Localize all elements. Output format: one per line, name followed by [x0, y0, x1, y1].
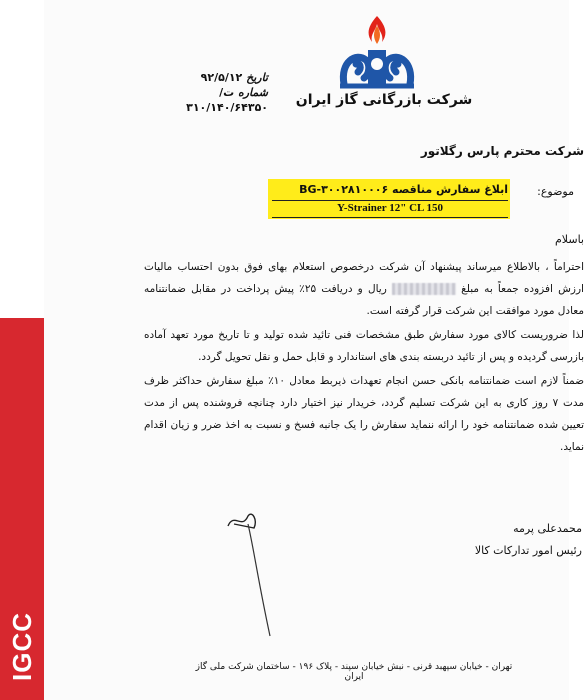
paragraph-1: [144, 256, 584, 322]
brand-sidebar: [0, 318, 44, 700]
redacted-amount: [392, 283, 456, 295]
pen-stroke-icon: [244, 520, 274, 640]
date-label: تاریخ: [246, 71, 268, 84]
brand-label: IGCC: [6, 611, 37, 681]
brand-label-wrap: [4, 606, 40, 686]
signature-block: [422, 518, 582, 562]
subject-line-1: ابلاغ سفارش مناقصه BG-۳۰۰۲۸۱۰۰۰۶: [299, 183, 508, 196]
number-label: شماره: [237, 86, 268, 99]
letter-body: [144, 256, 584, 460]
paragraph-3: ضمناً لازم است ضمانتنامه بانکی حسن انجام تعهدات ذیربط معادل ۱۰٪ مبلغ سفارش حداکثر ظرف مدت ۷ روز کاری به این شرکت تسلیم گردد، خریدار نیز اختیار دارد چنانچه فروشنده پس از مدت تعیین شده ضمانتنامه خود را ارائه ننماید سفارش را یک جانبه فسخ و نسبت به اخذ ضرر و زیان اقدام نماید.: [144, 375, 584, 453]
letter-meta: [148, 70, 268, 115]
date-row: [148, 70, 268, 85]
paragraph-2: لذا ضروریست کالای مورد سفارش طبق مشخصات فنی تائید شده تولید و تا تاریخ مورد تعهد آماده بازرسی گردیده و پس از تائید دربسته بندی های استاندارد و قابل حمل و نقل تحویل گردد.: [144, 329, 584, 363]
date-value: ۹۲/۵/۱۲: [200, 71, 243, 84]
subject-label: موضوع:: [537, 185, 574, 198]
letter-footer: تهران - خیابان سپهبد قرنی - نبش خیابان سپند - پلاک ۱۹۶ - ساختمان شرکت ملی گاز ایران: [195, 662, 513, 682]
greeting: باسلام: [554, 233, 584, 246]
number-row: [148, 85, 268, 115]
addressee: شرکت محترم پارس رگلاتور: [420, 144, 584, 158]
letter-page: [44, 0, 584, 700]
signer-title: رئیس امور تدارکات کالا: [474, 544, 582, 557]
signer-name: محمدعلی پرمه: [513, 522, 582, 535]
paragraph-1-start: احتراماً ، بالاطلاع میرساند پیشنهاد آن شرکت درخصوص استعلام بهای فوق بدون احتساب مالیات ارزش افزوده جمعاً به مبلغ: [144, 261, 584, 295]
paragraph-1-end: ریال و دریافت ۲۵٪ پیش پرداخت در مقابل ضمانتنامه معادل مورد موافقت این شرکت قرار گرفته است.: [144, 283, 584, 317]
nigc-logo-icon: [332, 12, 422, 92]
subject-line-2: Y-Strainer 12" CL 150: [272, 200, 508, 218]
number-value: ت/۳۱۰/۱۴۰/۶۴۳۵۰: [186, 86, 268, 114]
company-name: شرکت بازرگانی گاز ایران: [295, 92, 473, 108]
